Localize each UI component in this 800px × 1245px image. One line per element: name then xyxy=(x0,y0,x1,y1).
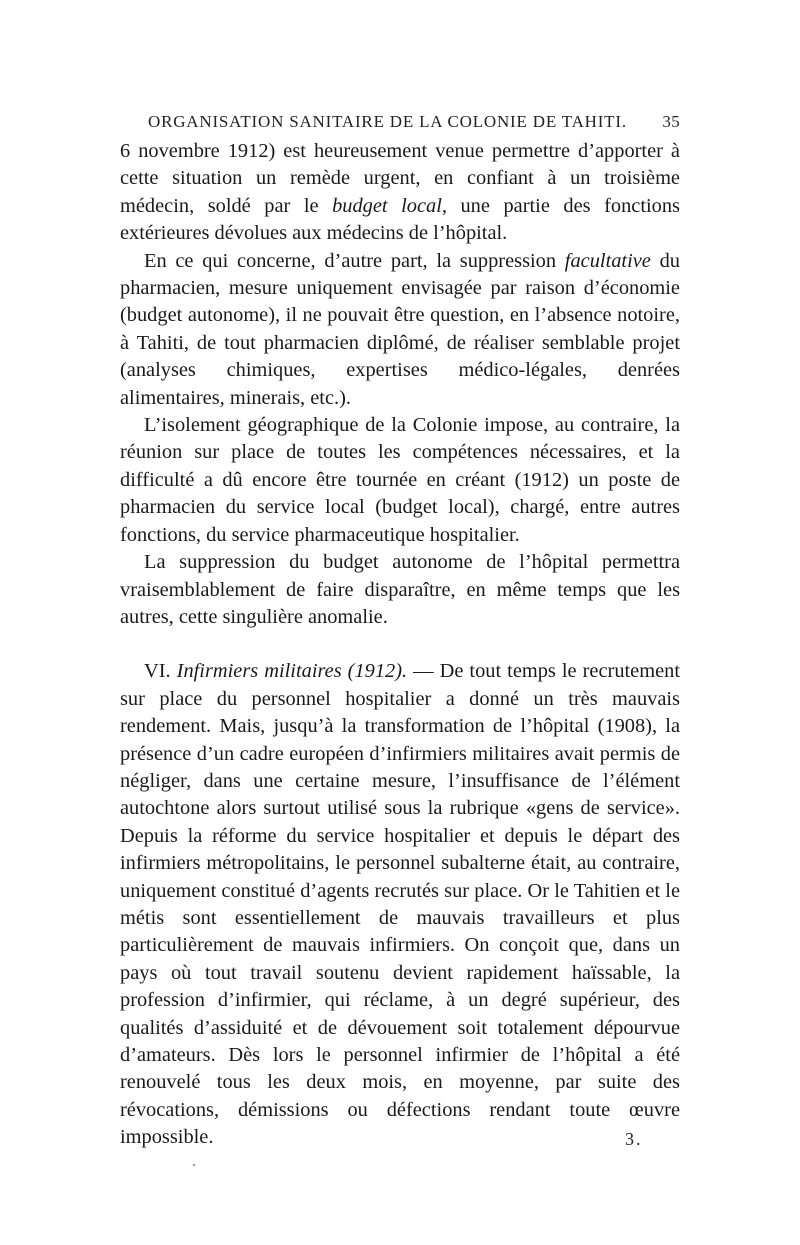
running-title: ORGANISATION SANITAIRE DE LA COLONIE DE TAHITI. xyxy=(148,112,627,131)
print-speck xyxy=(193,1164,195,1166)
paragraph-1-text-a: 6 novembre 1912) est heureusement venue permettre d’apporter à cette situation un remède urgent, en confiant à un troisième médecin, soldé par le xyxy=(120,140,680,217)
paragraph-4: La suppression du budget autonome de l’hôpital permettra vraisemblablement de faire disparaître, en même temps que les autres, cette singulière anomalie. xyxy=(120,551,680,628)
paragraph-5-section-vi xyxy=(120,658,680,1151)
section-heading: Infirmiers militaires (1912). xyxy=(176,660,408,683)
paragraph-2-text-b: du pharmacien, mesure uniquement envisagée par raison d’économie (budget autonome), il ne pouvait être question, en l’absence notoire, à Tahiti, de tout pharmacien diplômé, de réaliser semblable projet (analyses chimiques, expertises médico-légales, denrées alimentaires, minerais, etc.). xyxy=(120,249,680,409)
paragraph-2 xyxy=(120,248,680,412)
running-head xyxy=(120,112,680,132)
paragraph-3: L’isolement géographique de la Colonie impose, au contraire, la réunion sur place de toutes les compétences nécessaires, et la difficulté a dû encore être tournée en créant (1912) un poste de pharmacien du service local (budget local), chargé, entre autres fonctions, du service pharmaceutique hospitalier. xyxy=(120,414,680,546)
page-number: 35 xyxy=(662,112,680,131)
paragraph-2-text-a: En ce qui concerne, d’autre part, la suppression xyxy=(144,249,565,272)
paragraph-1-emphasis: budget local xyxy=(332,194,442,217)
document-page xyxy=(120,112,680,1152)
paragraph-1-text-b: , une partie des fonctions extérieures dévolues aux médecins de l’hôpital. xyxy=(120,194,680,245)
section-number: VI. xyxy=(144,660,177,683)
paragraph-2-emphasis: facultative xyxy=(564,249,651,272)
body-text xyxy=(120,138,680,1152)
paragraph-1 xyxy=(120,138,680,248)
paragraph-5-text: — De tout temps le recrutement sur place du personnel hospitalier a donné un très mauvais rendement. Mais, jusqu’à la transformation de l’hôpital (1908), la présence d’un cadre européen d’infirmiers militaires avait permis de négliger, dans une certaine mesure, l’insuffisance de l’élément autochtone alors surtout utilisé sous la rubrique «gens de service». Depuis la réforme du service hospitalier et depuis le départ des infirmiers métropolitains, le personnel subalterne était, au contraire, uniquement constitué d’agents recrutés sur place. Or le Tahitien et le métis sont essentiellement de mauvais travailleurs et plus particulièrement de mauvais infirmiers. On conçoit que, dans un pays où tout travail soutenu devient rapidement haïssable, la profession d’infirmier, qui réclame, à un degré supérieur, des qualités d’assiduité et de dévouement soit totalement dépourvue d’amateurs. Dès lors le personnel infirmier de l’hôpital a été renouvelé tous les deux mois, en moyenne, par suite des révocations, démissions ou défections rendant toute œuvre impossible. xyxy=(120,660,680,1149)
signature-mark: 3. xyxy=(625,1129,643,1149)
